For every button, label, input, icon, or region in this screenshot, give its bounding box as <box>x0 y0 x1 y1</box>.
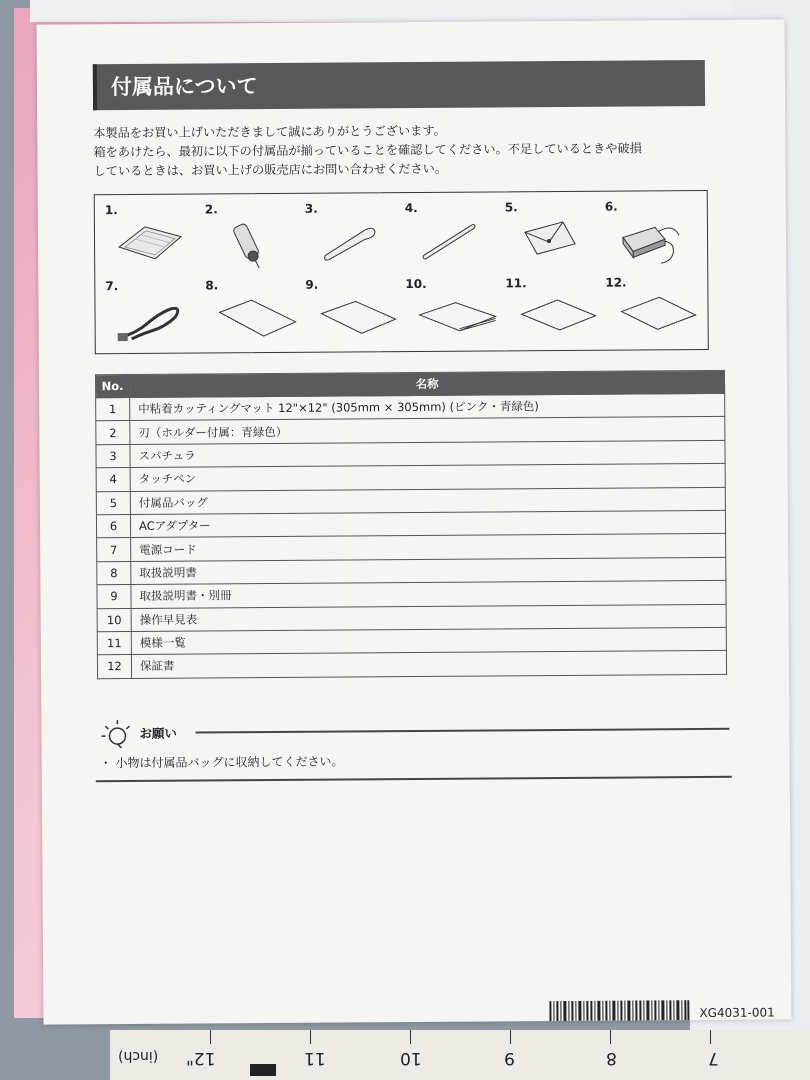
row-name: 中粘着カッティングマット 12"×12" (305mm × 305mm) (ピンク・青緑色) <box>130 393 725 421</box>
blade-holder-icon <box>215 216 285 272</box>
accessory-number: 10. <box>405 276 427 292</box>
pattern-list-icon <box>515 290 601 347</box>
page-title: 付属品について <box>93 60 705 110</box>
row-name: 保証書 <box>131 651 726 679</box>
accessory-number: 9. <box>305 277 319 292</box>
note-title: お願い <box>139 725 178 741</box>
touch-pen-icon <box>415 214 485 264</box>
ruler <box>110 1030 810 1080</box>
table-row <box>97 651 726 679</box>
row-no: 5 <box>96 491 130 515</box>
barcode-image <box>549 1000 689 1021</box>
row-no: 10 <box>97 608 131 632</box>
accessory-number: 1. <box>104 203 118 218</box>
accessory-number: 12. <box>605 275 627 290</box>
note-text: ・ 小物は付属品バッグに収納してください。 <box>99 754 344 771</box>
accessory-10 <box>399 272 500 349</box>
quick-reference-icon <box>415 290 501 347</box>
row-name: 電源コード <box>131 534 726 562</box>
accessory-11 <box>499 272 600 349</box>
accessory-4 <box>399 196 500 273</box>
column-header-no: No. <box>95 374 129 397</box>
accessory-number: 5. <box>504 200 518 215</box>
accessory-number: 3. <box>304 201 318 216</box>
row-name: ACアダプター <box>130 510 725 538</box>
accessory-number: 2. <box>204 202 218 217</box>
accessory-number: 6. <box>604 199 618 214</box>
ruler-unit: (inch) <box>118 1048 159 1064</box>
row-no: 12 <box>97 655 131 679</box>
ruler-number: 8 <box>606 1048 617 1068</box>
note-bottom-rule <box>96 776 732 782</box>
row-name: タッチペン <box>130 463 725 491</box>
row-no: 9 <box>97 585 131 609</box>
accessory-8 <box>199 274 300 351</box>
row-no: 8 <box>97 561 131 585</box>
accessory-number: 7. <box>105 279 119 294</box>
row-name: 操作早見表 <box>131 604 726 632</box>
accessory-number: 8. <box>205 278 219 293</box>
spatula-icon <box>315 215 385 265</box>
accessory-9 <box>299 273 400 350</box>
row-no: 7 <box>97 538 131 562</box>
background-sheet-top <box>30 0 730 22</box>
accessory-number: 4. <box>404 200 418 216</box>
accessory-6 <box>599 195 700 272</box>
ac-adapter-icon <box>615 213 695 270</box>
document-code: XG4031-001 <box>699 1005 775 1021</box>
row-no: 1 <box>96 397 130 421</box>
accessory-7 <box>99 274 200 351</box>
accessory-12 <box>599 271 700 348</box>
note-header <box>99 714 729 746</box>
ruler-number: 12" <box>186 1048 216 1068</box>
accessory-bag-icon <box>515 214 585 264</box>
manual-booklet-icon <box>215 292 301 349</box>
accessory-1 <box>99 198 200 275</box>
accessory-3 <box>299 197 400 274</box>
note-divider <box>195 728 729 734</box>
row-name: 模様一覧 <box>131 627 726 655</box>
row-name: 付属品バッグ <box>130 487 725 515</box>
row-no: 2 <box>96 421 130 445</box>
power-cord-icon <box>115 293 185 349</box>
cutting-mat-icon <box>115 217 185 267</box>
row-name: スパチュラ <box>130 440 725 468</box>
intro-line: 本製品をお買い上げいただきまして誠にありがとうございます。 <box>93 123 446 141</box>
supplement-booklet-icon <box>315 291 401 348</box>
row-name: 刃（ホルダー付属：青緑色） <box>130 417 725 445</box>
intro-line: しているときは、お買い上げの販売店にお問い合わせください。 <box>93 161 448 179</box>
column-header-name: 名称 <box>129 370 724 397</box>
manual-page <box>37 19 792 1024</box>
row-no: 3 <box>96 444 130 468</box>
row-no: 11 <box>97 631 131 655</box>
accessory-illustrations <box>94 190 709 354</box>
intro-line: 箱をあけたら、最初に以下の付属品が揃っていることを確認してください。不足しているときや破損 <box>93 141 642 160</box>
lightbulb-icon <box>99 718 131 748</box>
warranty-card-icon <box>615 289 701 346</box>
accessory-2 <box>199 198 300 275</box>
ruler-marker <box>250 1064 276 1076</box>
ruler-number: 10 <box>400 1048 422 1068</box>
accessory-number: 11. <box>505 276 527 291</box>
row-no: 6 <box>96 514 130 538</box>
ruler-number: 7 <box>708 1048 719 1068</box>
accessory-5 <box>499 196 600 273</box>
row-no: 4 <box>96 468 130 492</box>
parts-table <box>95 370 727 679</box>
ruler-number: 9 <box>504 1048 515 1068</box>
row-name: 取扱説明書・別冊 <box>131 580 726 608</box>
intro-paragraph <box>93 120 713 181</box>
row-name: 取扱説明書 <box>131 557 726 585</box>
ruler-number: 11 <box>304 1048 326 1068</box>
